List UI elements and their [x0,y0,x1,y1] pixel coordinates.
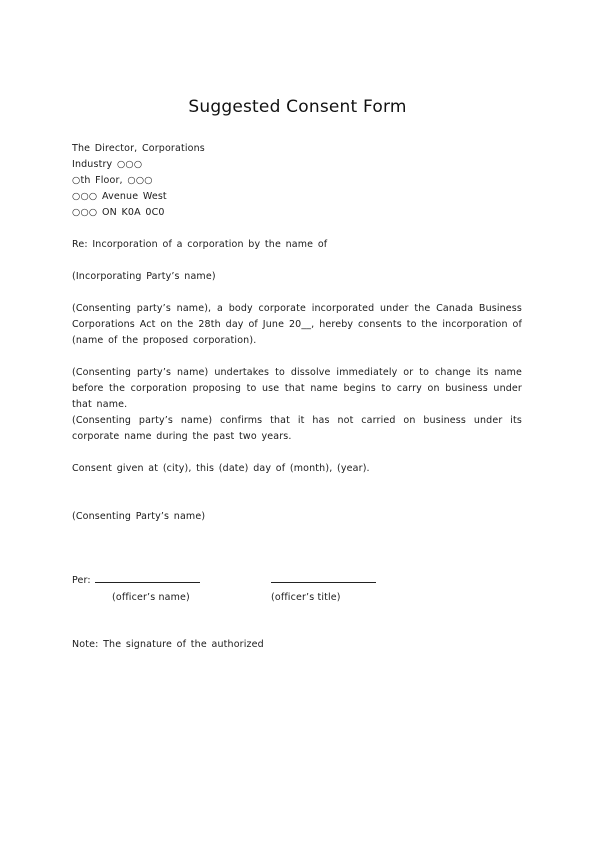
address-line: Industry ○○○ [72,159,143,170]
undertaking-paragraph: (Consenting party’s name) undertakes to dissolve immediately or to change its name before the corporation proposing to use that name begins to carry on business under that name. [72,367,522,410]
address-line: ○○○ Avenue West [72,191,167,202]
address-line: ○th Floor, ○○○ [72,175,153,186]
consent-given-line: Consent given at (city), this (date) day of (month), (year). [72,463,370,474]
officer-name-signature-line [95,582,200,583]
officer-name-caption: (officer’s name) [112,592,190,603]
address-line: ○○○ ON K0A 0C0 [72,207,165,218]
document-title: Suggested Consent Form [188,97,407,117]
re-line: Re: Incorporation of a corporation by the name of [72,239,328,250]
officer-title-signature-line [271,582,376,583]
address-line: The Director, Corporations [72,143,205,154]
confirmation-paragraph: (Consenting party’s name) confirms that it has not carried on business under its corporate name during the past two years. [72,415,522,442]
incorporating-party-placeholder: (Incorporating Party’s name) [72,271,216,282]
signature-note: Note: The signature of the authorized [72,639,264,650]
consent-paragraph: (Consenting party’s name), a body corporate incorporated under the Canada Business Corporations Act on the 28th day of June 20__, hereby consents to the incorporation of (name of the proposed corporation). [72,303,522,346]
per-label: Per: [72,575,91,586]
officer-title-caption: (officer’s title) [271,592,341,603]
consenting-party-placeholder: (Consenting Party’s name) [72,511,206,522]
